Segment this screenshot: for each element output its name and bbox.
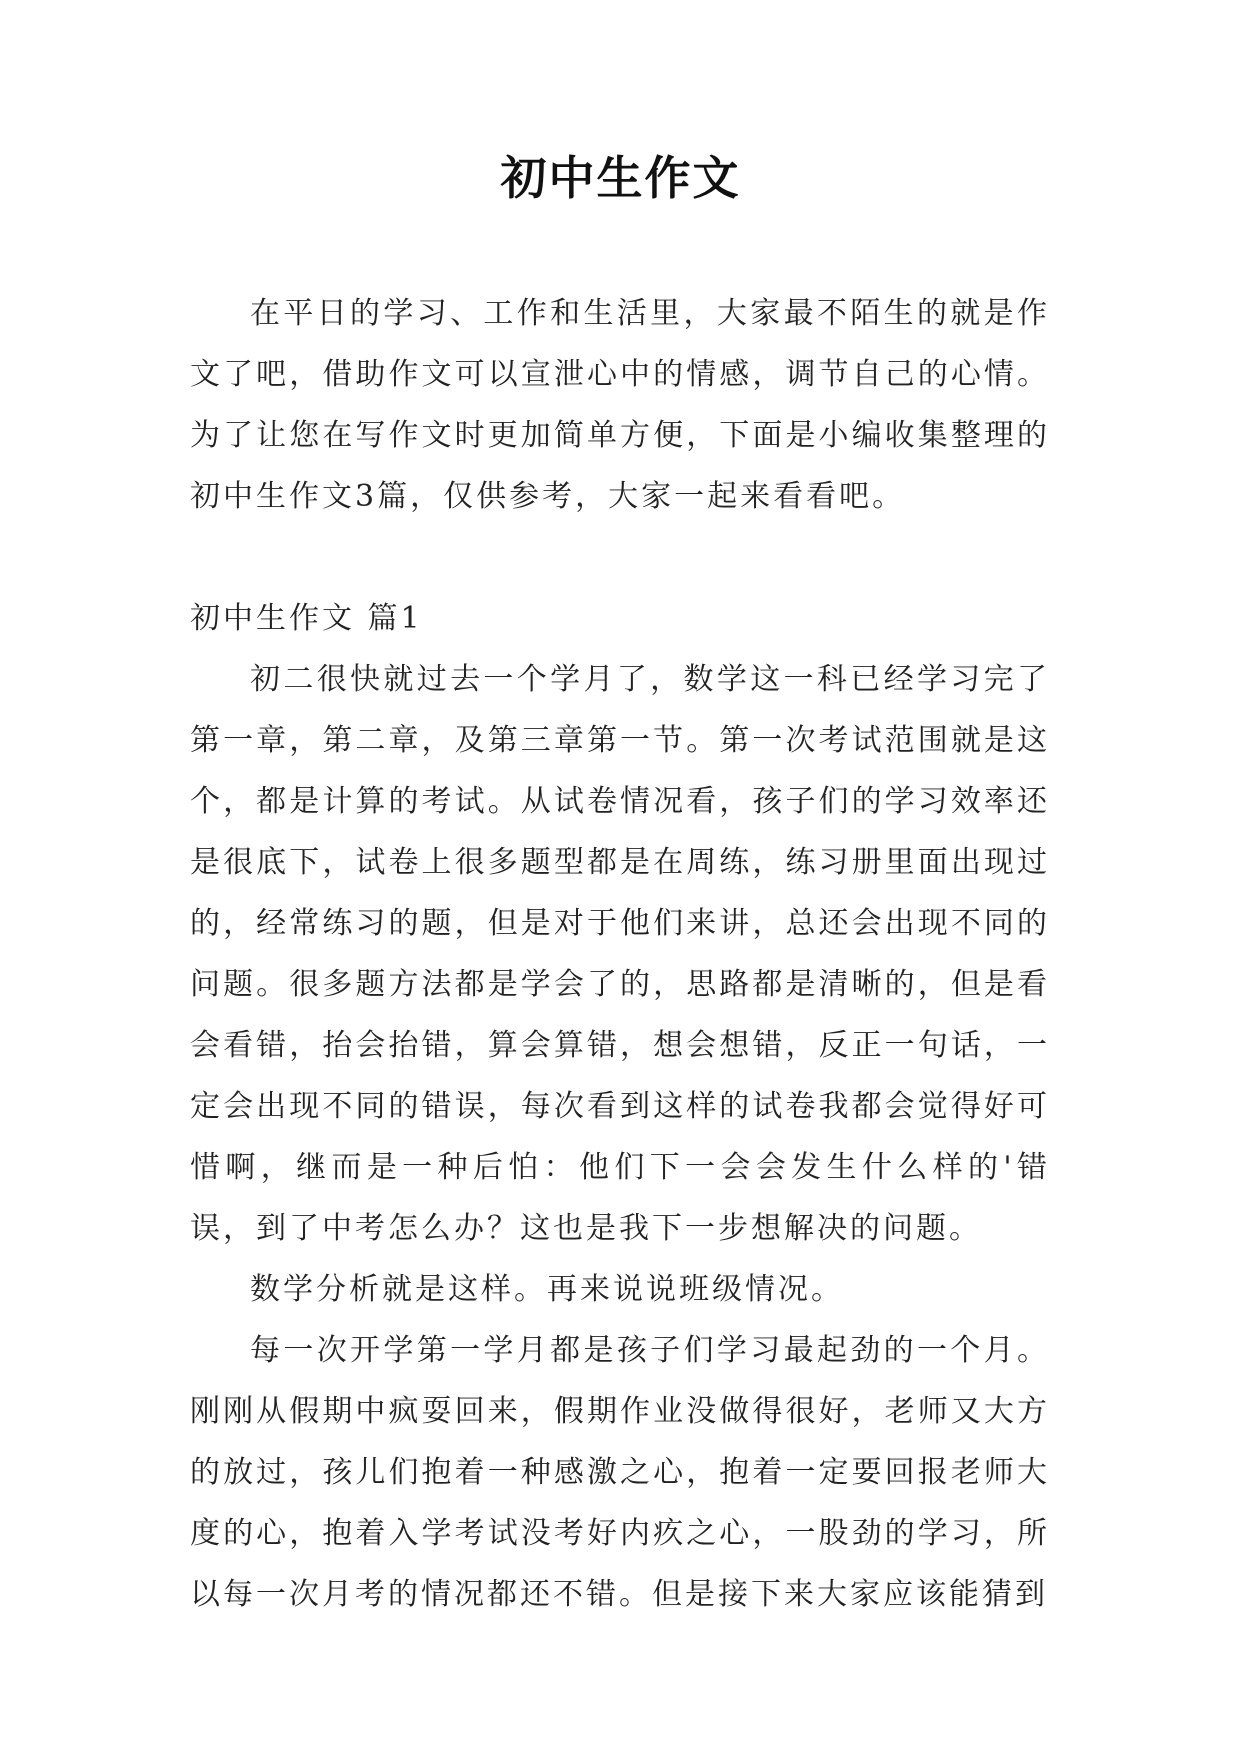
section-heading: 初中生作文 篇1 — [190, 601, 423, 636]
body-paragraph: 数学分析就是这样。再来说说班级情况。 — [250, 1272, 844, 1307]
document-title: 初中生作文 — [500, 151, 741, 205]
paragraph-spacer — [190, 527, 1050, 588]
body-paragraph: 初二很快就过去一个学月了，数学这一科已经学习完了第一章，第二章，及第三章第一节。第一次考试范围就是这个，都是计算的考试。从试卷情况看，孩子们的学习效率还是很底下，试卷上很多题型都是在周练，练习册里面出现过的，经常练习的题，但是对于他们来讲，总还会出现不同的问题。很多题方法都是学会了的，思路都是清晰的，但是看会看错，抬会抬错，算会算错，想会想错，反正一句话，一定会出现不同的错误，每次看到这样的试卷我都会觉得好可惜啊，继而是一种后怕：他们下一会会发生什么样的'错误，到了中考怎么办？这也是我下一步想解决的问题。 — [190, 662, 1050, 1246]
document-body — [190, 283, 1050, 1625]
intro-paragraph: 在平日的学习、工作和生活里，大家最不陌生的就是作文了吧，借助作文可以宣泄心中的情感，调节自己的心情。为了让您在写作文时更加简单方便，下面是小编收集整理的初中生作文3篇，仅供参考，大家一起来看看吧。 — [190, 296, 1050, 514]
body-paragraph: 每一次开学第一学月都是孩子们学习最起劲的一个月。刚刚从假期中疯耍回来，假期作业没做得很好，老师又大方的放过，孩儿们抱着一种感激之心，抱着一定要回报老师大度的心，抱着入学考试没考好内疚之心，一股劲的学习，所以每一次月考的情况都还不错。但是接下来大家应该能猜到 — [190, 1333, 1050, 1612]
